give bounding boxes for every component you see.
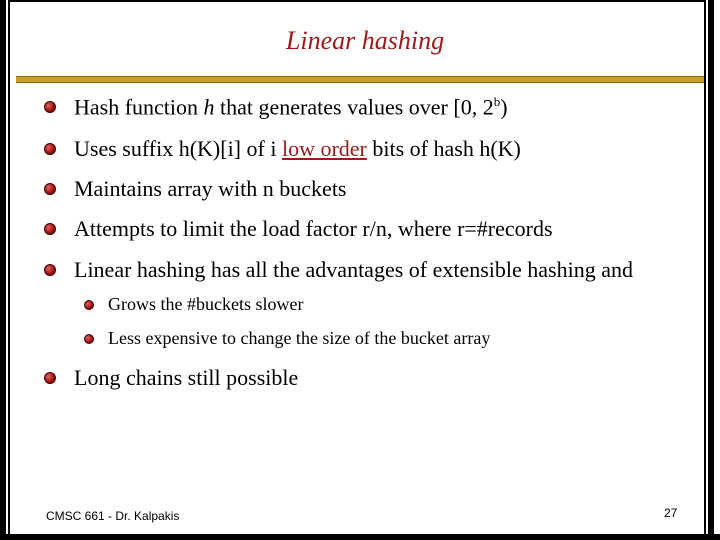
bullet-dot-icon — [44, 372, 56, 384]
bullet-long-chains — [44, 365, 298, 391]
subbullet-less-expensive — [84, 328, 490, 349]
bullet-suffix — [44, 136, 521, 162]
bullet-text: Uses suffix h(K)[i] of i low order bits of hash h(K) — [74, 136, 521, 161]
bullet-text: Attempts to limit the load factor r/n, where r=#records — [74, 216, 553, 241]
page-number: 27 — [664, 506, 678, 520]
slide-title: Linear hashing — [285, 26, 445, 55]
subbullet-text: Grows the #buckets slower — [108, 294, 304, 314]
bullet-text: Maintains array with n buckets — [74, 176, 347, 201]
bullet-text: Long chains still possible — [74, 365, 299, 390]
bullet-dot-icon — [84, 300, 94, 310]
title-divider — [16, 76, 704, 83]
bottom-border — [0, 534, 720, 540]
bullet-dot-icon — [44, 143, 56, 155]
footer-course: CMSC 661 - Dr. Kalpakis — [46, 509, 180, 523]
low-order-link[interactable]: low order — [281, 136, 367, 161]
bullet-dot-icon — [44, 183, 56, 195]
right-border — [708, 0, 714, 540]
bullet-dot-icon — [44, 101, 56, 113]
bullet-hash-function — [44, 94, 508, 120]
bullet-text: Linear hashing has all the advantages of extensible hashing and — [74, 257, 633, 282]
bullet-advantages — [44, 257, 633, 283]
bullet-dot-icon — [44, 264, 56, 276]
subbullet-grows — [84, 294, 303, 315]
left-border — [0, 0, 6, 540]
bullet-buckets — [44, 176, 347, 202]
bullet-load-factor — [44, 216, 553, 242]
subbullet-text: Less expensive to change the size of the bucket array — [108, 328, 491, 348]
bullet-text: Hash function h that generates values over [0, 2$^b$) — [74, 94, 508, 120]
bullet-dot-icon — [84, 334, 94, 344]
bullet-dot-icon — [44, 223, 56, 235]
